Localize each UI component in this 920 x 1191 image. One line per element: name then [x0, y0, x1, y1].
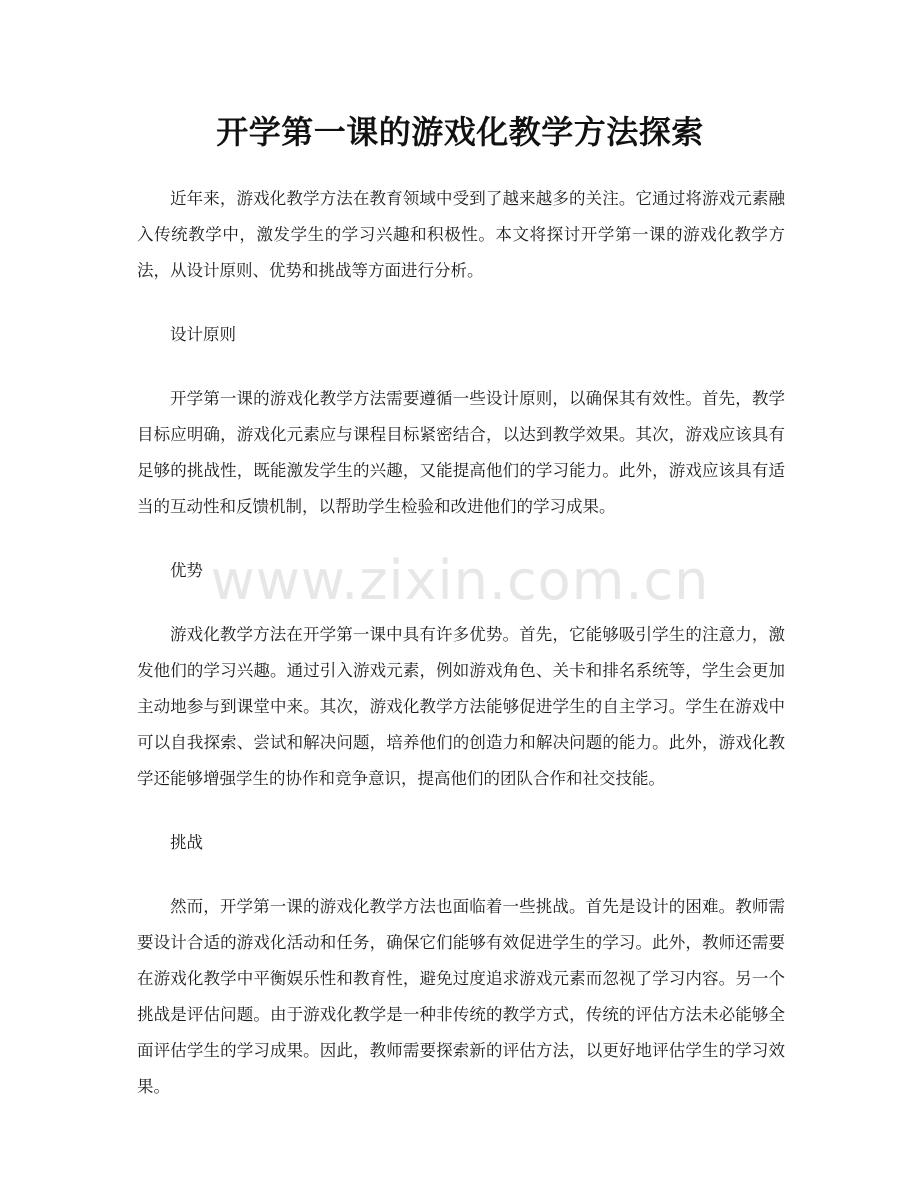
section-heading-advantages: 优势 — [170, 561, 203, 580]
watermark-text: www.zixin.com.cn — [210, 549, 710, 612]
section-heading-challenges: 挑战 — [170, 833, 203, 852]
document-title: 开学第一课的游戏化教学方法探索 — [216, 113, 704, 151]
document-body — [137, 181, 785, 1133]
section-body-challenges: 然而，开学第一课的游戏化教学方法也面临着一些挑战。首先是设计的困难。教师需要设计合适的游戏化活动和任务，确保它们能够有效促进学生的学习。此外，教师还需要在游戏化教学中平衡娱乐性和教育性，避免过度追求游戏元素而忽视了学习内容。另一个挑战是评估问题。由于游戏化教学是一种非传统的教学方式，传统的评估方法未必能够全面评估学生的学习成果。因此，教师需要探索新的评估方法，以更好地评估学生的学习效果。 — [137, 897, 785, 1096]
section-body-advantages: 游戏化教学方法在开学第一课中具有许多优势。首先，它能够吸引学生的注意力，激发他们的学习兴趣。通过引入游戏元素，例如游戏角色、关卡和排名系统等，学生会更加主动地参与到课堂中来。其次，游戏化教学方法能够促进学生的自主学习。学生在游戏中可以自我探索、尝试和解决问题，培养他们的创造力和解决问题的能力。此外，游戏化教学还能够增强学生的协作和竞争意识，提高他们的团队合作和社交技能。 — [137, 625, 785, 788]
intro-paragraph: 近年来，游戏化教学方法在教育领域中受到了越来越多的关注。它通过将游戏元素融入传统教学中，激发学生的学习兴趣和积极性。本文将探讨开学第一课的游戏化教学方法，从设计原则、优势和挑战等方面进行分析。 — [137, 189, 785, 280]
section-heading-design-principles: 设计原则 — [170, 325, 236, 344]
section-body-design-principles: 开学第一课的游戏化教学方法需要遵循一些设计原则，以确保其有效性。首先，教学目标应明确，游戏化元素应与课程目标紧密结合，以达到教学效果。其次，游戏应该具有足够的挑战性，既能激发学生的兴趣，又能提高他们的学习能力。此外，游戏应该具有适当的互动性和反馈机制，以帮助学生检验和改进他们的学习成果。 — [137, 389, 785, 516]
